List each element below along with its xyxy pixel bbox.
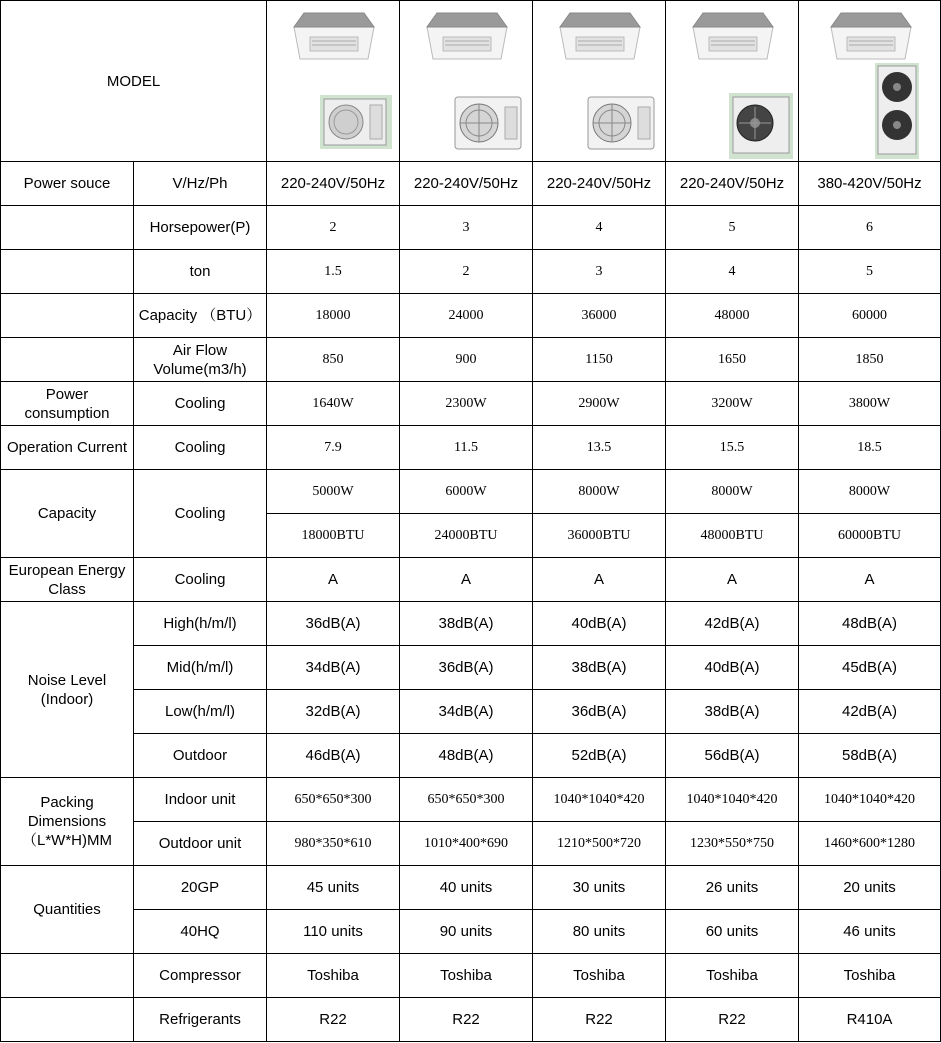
label-current-cooling: Cooling — [134, 426, 267, 470]
header-row — [1, 1, 941, 162]
group-empty — [1, 294, 134, 338]
cell-noise-low: 34dB(A) — [400, 690, 533, 734]
cell-pack-indoor: 650*650*300 — [400, 778, 533, 822]
label-pack-outdoor: Outdoor unit — [134, 822, 267, 866]
cell-pack-outdoor: 980*350*610 — [267, 822, 400, 866]
cell-current-cooling: 18.5 — [799, 426, 941, 470]
row-noise-outdoor — [1, 734, 941, 778]
cell-pack-outdoor: 1230*550*750 — [666, 822, 799, 866]
cell-ton: 3 — [533, 250, 666, 294]
label-pack-indoor: Indoor unit — [134, 778, 267, 822]
cell-capacity-btu: 60000 — [799, 294, 941, 338]
cell-energy-class: A — [267, 558, 400, 602]
outdoor-unit-double-fan-icon — [875, 63, 919, 159]
label-capacity-cooling: Cooling — [134, 470, 267, 558]
cell-refrigerant: R410A — [799, 998, 941, 1042]
group-empty — [1, 250, 134, 294]
cell-capacity-watts: 8000W — [799, 470, 941, 514]
group-empty — [1, 954, 134, 998]
cell-noise-high: 38dB(A) — [400, 602, 533, 646]
cell-air-flow: 1850 — [799, 338, 941, 382]
row-refrigerants — [1, 998, 941, 1042]
cell-qty-40hq: 80 units — [533, 910, 666, 954]
cell-compressor: Toshiba — [533, 954, 666, 998]
cell-pack-indoor: 1040*1040*420 — [799, 778, 941, 822]
cell-noise-high: 40dB(A) — [533, 602, 666, 646]
label-ton: ton — [134, 250, 267, 294]
cell-power-cooling: 2300W — [400, 382, 533, 426]
cell-capacity-watts: 8000W — [666, 470, 799, 514]
outdoor-unit-single-fan-icon — [453, 95, 525, 153]
cell-qty-20gp: 26 units — [666, 866, 799, 910]
row-energy-class — [1, 558, 941, 602]
cell-qty-40hq: 60 units — [666, 910, 799, 954]
cell-air-flow: 1650 — [666, 338, 799, 382]
cell-compressor: Toshiba — [799, 954, 941, 998]
label-power-cooling: Cooling — [134, 382, 267, 426]
cell-horsepower: 5 — [666, 206, 799, 250]
cell-voltage: 220-240V/50Hz — [666, 162, 799, 206]
unit-image-2 — [400, 1, 533, 162]
cell-ton: 5 — [799, 250, 941, 294]
group-packing: Packing Dimensions （L*W*H)MM — [1, 778, 134, 866]
cell-capacity-btu-cooling: 24000BTU — [400, 514, 533, 558]
cell-noise-high: 42dB(A) — [666, 602, 799, 646]
cell-current-cooling: 7.9 — [267, 426, 400, 470]
cell-voltage: 380-420V/50Hz — [799, 162, 941, 206]
group-capacity: Capacity — [1, 470, 134, 558]
cell-pack-indoor: 650*650*300 — [267, 778, 400, 822]
cell-voltage: 220-240V/50Hz — [267, 162, 400, 206]
cell-noise-mid: 40dB(A) — [666, 646, 799, 690]
row-ton — [1, 250, 941, 294]
row-pack-indoor — [1, 778, 941, 822]
cell-current-cooling: 15.5 — [666, 426, 799, 470]
row-noise-high — [1, 602, 941, 646]
cell-noise-low: 42dB(A) — [799, 690, 941, 734]
group-operation-current: Operation Current — [1, 426, 134, 470]
cell-horsepower: 4 — [533, 206, 666, 250]
cell-refrigerant: R22 — [533, 998, 666, 1042]
outdoor-unit-single-fan-icon — [320, 95, 392, 149]
cell-horsepower: 6 — [799, 206, 941, 250]
cell-ton: 2 — [400, 250, 533, 294]
cell-noise-mid: 34dB(A) — [267, 646, 400, 690]
cell-pack-outdoor: 1010*400*690 — [400, 822, 533, 866]
cell-capacity-btu: 18000 — [267, 294, 400, 338]
outdoor-unit-large-fan-icon — [729, 93, 793, 159]
cell-refrigerant: R22 — [400, 998, 533, 1042]
outdoor-unit-single-fan-icon — [586, 95, 658, 153]
cell-compressor: Toshiba — [666, 954, 799, 998]
cell-capacity-btu: 48000 — [666, 294, 799, 338]
cell-qty-20gp: 45 units — [267, 866, 400, 910]
label-noise-high: High(h/m/l) — [134, 602, 267, 646]
label-air-flow: Air Flow Volume(m3/h) — [134, 338, 267, 382]
cell-power-cooling: 1640W — [267, 382, 400, 426]
cell-power-cooling: 3800W — [799, 382, 941, 426]
cell-energy-class: A — [799, 558, 941, 602]
cell-noise-low: 36dB(A) — [533, 690, 666, 734]
cell-current-cooling: 13.5 — [533, 426, 666, 470]
unit-image-1 — [267, 1, 400, 162]
cell-noise-low: 38dB(A) — [666, 690, 799, 734]
cell-pack-indoor: 1040*1040*420 — [533, 778, 666, 822]
cell-noise-outdoor: 48dB(A) — [400, 734, 533, 778]
unit-image-3 — [533, 1, 666, 162]
group-energy-class: European Energy Class — [1, 558, 134, 602]
cell-voltage: 220-240V/50Hz — [533, 162, 666, 206]
label-energy-cooling: Cooling — [134, 558, 267, 602]
cell-current-cooling: 11.5 — [400, 426, 533, 470]
cassette-indoor-unit-icon — [825, 11, 917, 63]
label-capacity-btu: Capacity （BTU） — [134, 294, 267, 338]
row-pack-outdoor — [1, 822, 941, 866]
cell-pack-indoor: 1040*1040*420 — [666, 778, 799, 822]
cell-noise-outdoor: 52dB(A) — [533, 734, 666, 778]
cell-pack-outdoor: 1460*600*1280 — [799, 822, 941, 866]
model-label: MODEL — [1, 1, 267, 162]
cell-voltage: 220-240V/50Hz — [400, 162, 533, 206]
cassette-indoor-unit-icon — [421, 11, 513, 63]
row-compressor — [1, 954, 941, 998]
cell-compressor: Toshiba — [400, 954, 533, 998]
label-refrigerants: Refrigerants — [134, 998, 267, 1042]
group-empty — [1, 998, 134, 1042]
unit-image-5 — [799, 1, 941, 162]
row-capacity-watts — [1, 470, 941, 514]
cell-horsepower: 3 — [400, 206, 533, 250]
group-noise-level: Noise Level (Indoor) — [1, 602, 134, 778]
row-qty-40hq — [1, 910, 941, 954]
row-noise-mid — [1, 646, 941, 690]
cassette-indoor-unit-icon — [554, 11, 646, 63]
label-qty-20gp: 20GP — [134, 866, 267, 910]
row-air-flow — [1, 338, 941, 382]
cell-capacity-btu: 24000 — [400, 294, 533, 338]
row-horsepower — [1, 206, 941, 250]
label-noise-outdoor: Outdoor — [134, 734, 267, 778]
cell-noise-mid: 45dB(A) — [799, 646, 941, 690]
row-operation-current — [1, 426, 941, 470]
label-compressor: Compressor — [134, 954, 267, 998]
row-power-consumption — [1, 382, 941, 426]
row-qty-20gp — [1, 866, 941, 910]
cell-compressor: Toshiba — [267, 954, 400, 998]
cell-air-flow: 900 — [400, 338, 533, 382]
cell-qty-40hq: 90 units — [400, 910, 533, 954]
row-capacity-btu — [1, 294, 941, 338]
cell-noise-mid: 36dB(A) — [400, 646, 533, 690]
cell-capacity-watts: 6000W — [400, 470, 533, 514]
group-quantities: Quantities — [1, 866, 134, 954]
cell-qty-40hq: 46 units — [799, 910, 941, 954]
cassette-indoor-unit-icon — [687, 11, 779, 63]
cell-qty-20gp: 30 units — [533, 866, 666, 910]
cell-qty-40hq: 110 units — [267, 910, 400, 954]
cell-horsepower: 2 — [267, 206, 400, 250]
cell-capacity-btu: 36000 — [533, 294, 666, 338]
cell-refrigerant: R22 — [666, 998, 799, 1042]
group-empty — [1, 206, 134, 250]
cell-air-flow: 850 — [267, 338, 400, 382]
cell-power-cooling: 2900W — [533, 382, 666, 426]
label-noise-low: Low(h/m/l) — [134, 690, 267, 734]
cell-capacity-btu-cooling: 60000BTU — [799, 514, 941, 558]
label-noise-mid: Mid(h/m/l) — [134, 646, 267, 690]
group-empty — [1, 338, 134, 382]
cell-noise-mid: 38dB(A) — [533, 646, 666, 690]
cell-noise-outdoor: 58dB(A) — [799, 734, 941, 778]
group-power-consumption: Power consumption — [1, 382, 134, 426]
cell-ton: 1.5 — [267, 250, 400, 294]
cell-power-cooling: 3200W — [666, 382, 799, 426]
row-voltage — [1, 162, 941, 206]
cell-refrigerant: R22 — [267, 998, 400, 1042]
cell-ton: 4 — [666, 250, 799, 294]
cell-capacity-watts: 8000W — [533, 470, 666, 514]
cell-noise-high: 36dB(A) — [267, 602, 400, 646]
label-qty-40hq: 40HQ — [134, 910, 267, 954]
cell-qty-20gp: 20 units — [799, 866, 941, 910]
cell-energy-class: A — [533, 558, 666, 602]
label-horsepower: Horsepower(P) — [134, 206, 267, 250]
unit-image-4 — [666, 1, 799, 162]
cell-noise-outdoor: 46dB(A) — [267, 734, 400, 778]
cell-capacity-btu-cooling: 18000BTU — [267, 514, 400, 558]
cell-air-flow: 1150 — [533, 338, 666, 382]
row-noise-low — [1, 690, 941, 734]
cell-capacity-btu-cooling: 36000BTU — [533, 514, 666, 558]
cell-capacity-btu-cooling: 48000BTU — [666, 514, 799, 558]
cell-qty-20gp: 40 units — [400, 866, 533, 910]
cell-capacity-watts: 5000W — [267, 470, 400, 514]
group-power-source: Power souce — [1, 162, 134, 206]
cell-energy-class: A — [400, 558, 533, 602]
label-voltage: V/Hz/Ph — [134, 162, 267, 206]
cell-noise-outdoor: 56dB(A) — [666, 734, 799, 778]
cell-energy-class: A — [666, 558, 799, 602]
cell-noise-low: 32dB(A) — [267, 690, 400, 734]
cassette-indoor-unit-icon — [288, 11, 380, 63]
cell-noise-high: 48dB(A) — [799, 602, 941, 646]
cell-pack-outdoor: 1210*500*720 — [533, 822, 666, 866]
